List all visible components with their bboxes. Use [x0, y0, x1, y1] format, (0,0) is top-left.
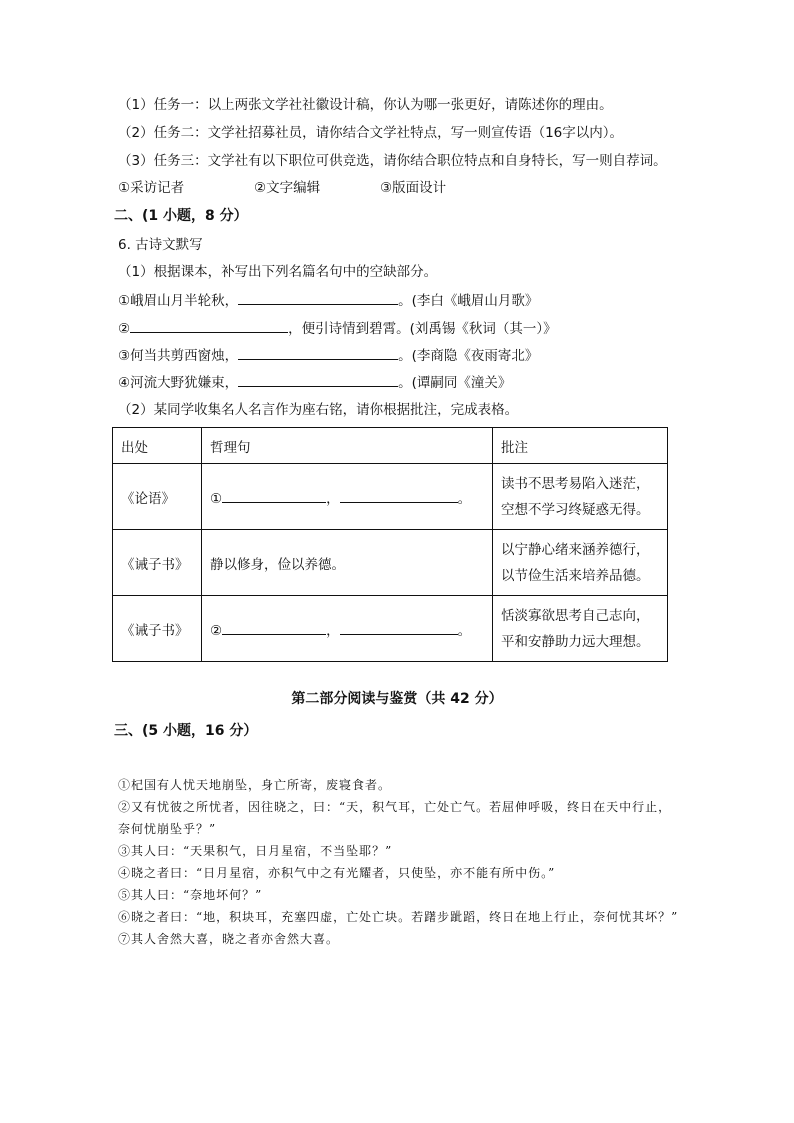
table-row	[113, 596, 668, 662]
answer-blank[interactable]	[222, 621, 326, 635]
option-layout: ③版面设计	[380, 180, 447, 196]
passage-paragraph: ③其人曰：“天果积气，日月星宿，不当坠耶？”	[118, 844, 393, 858]
header-note: 批注	[493, 428, 668, 464]
answer-blank[interactable]	[238, 291, 398, 305]
answer-blank[interactable]	[222, 489, 326, 503]
answer-blank[interactable]	[340, 489, 458, 503]
row-sentence: ① ， 。	[202, 464, 493, 530]
row-note: 读书不思考易陷入迷茫， 空想不学习终疑惑无得。	[493, 464, 668, 530]
row-source: 《论语》	[113, 464, 202, 530]
sub-question-two: （2）某同学收集名人名言作为座右铭，请你根据批注，完成表格。	[118, 402, 519, 418]
position-options	[118, 179, 446, 197]
row-sentence: ② ， 。	[202, 596, 493, 662]
task-two: （2）任务二：文学社招募社员，请你结合文学社特点，写一则宣传语（16字以内）。	[118, 125, 624, 141]
answer-blank[interactable]	[340, 621, 458, 635]
part-two-title: 第二部分阅读与鉴赏（共 42 分）	[291, 691, 503, 707]
row-source: 《诫子书》	[113, 596, 202, 662]
header-source: 出处	[113, 428, 202, 464]
row-sentence: 静以修身，俭以养德。	[202, 530, 493, 596]
recitation-item-1: ①峨眉山月半轮秋， 。(李白《峨眉山月歌》	[118, 293, 539, 309]
row-note: 以宁静心绪来涵养德行， 以节俭生活来培养品德。	[493, 530, 668, 596]
option-reporter: ①采访记者	[118, 180, 185, 196]
header-sentence: 哲理句	[202, 428, 493, 464]
passage-paragraph: ②又有忧彼之所忧者，因往晓之，曰：“天，积气耳，亡处亡气。若屈伸呼吸，终日在天中行止，奈何忧崩坠乎？”	[118, 800, 672, 836]
task-three: （3）任务三：文学社有以下职位可供竞选，请你结合职位特点和自身特长，写一则自荐词。	[118, 153, 667, 169]
section-three-heading: 三、(5 小题，16 分）	[114, 723, 258, 739]
option-editor: ②文字编辑	[254, 180, 321, 196]
recitation-item-3: ③何当共剪西窗烛， 。(李商隐《夜雨寄北》	[118, 348, 539, 364]
answer-blank[interactable]	[130, 319, 288, 333]
question-six: 6. 古诗文默写	[118, 237, 203, 253]
answer-blank[interactable]	[238, 346, 398, 360]
section-two-heading: 二、(1 小题，8 分）	[114, 208, 248, 224]
classical-passage	[118, 774, 680, 950]
recitation-item-2: ② ，便引诗情到碧霄。(刘禹锡《秋词（其一）》	[118, 321, 557, 337]
passage-paragraph: ⑥晓之者曰：“地，积块耳，充塞四虚，亡处亡块。若躇步跐蹈，终日在地上行止，奈何忧其坏？”	[118, 910, 679, 924]
table-row	[113, 530, 668, 596]
passage-paragraph: ⑤其人曰：“奈地坏何？”	[118, 888, 263, 902]
table-header-row	[113, 428, 668, 464]
table-row	[113, 464, 668, 530]
motto-table	[112, 427, 668, 662]
recitation-item-4: ④河流大野犹嫌束， 。(谭嗣同《潼关》	[118, 375, 512, 391]
passage-paragraph: ⑦其人舍然大喜，晓之者亦舍然大喜。	[118, 932, 340, 946]
task-one: （1）任务一：以上两张文学社社徽设计稿，你认为哪一张更好，请陈述你的理由。	[118, 97, 613, 113]
row-note: 恬淡寡欲思考自己志向， 平和安静助力远大理想。	[493, 596, 668, 662]
answer-blank[interactable]	[238, 373, 398, 387]
passage-paragraph: ①杞国有人忧天地崩坠，身亡所寄，废寝食者。	[118, 778, 392, 792]
sub-question-one: （1）根据课本，补写出下列名篇名句中的空缺部分。	[118, 264, 438, 280]
passage-paragraph: ④晓之者曰：“日月星宿，亦积气中之有光耀者，只使坠，亦不能有所中伤。”	[118, 866, 556, 880]
row-source: 《诫子书》	[113, 530, 202, 596]
